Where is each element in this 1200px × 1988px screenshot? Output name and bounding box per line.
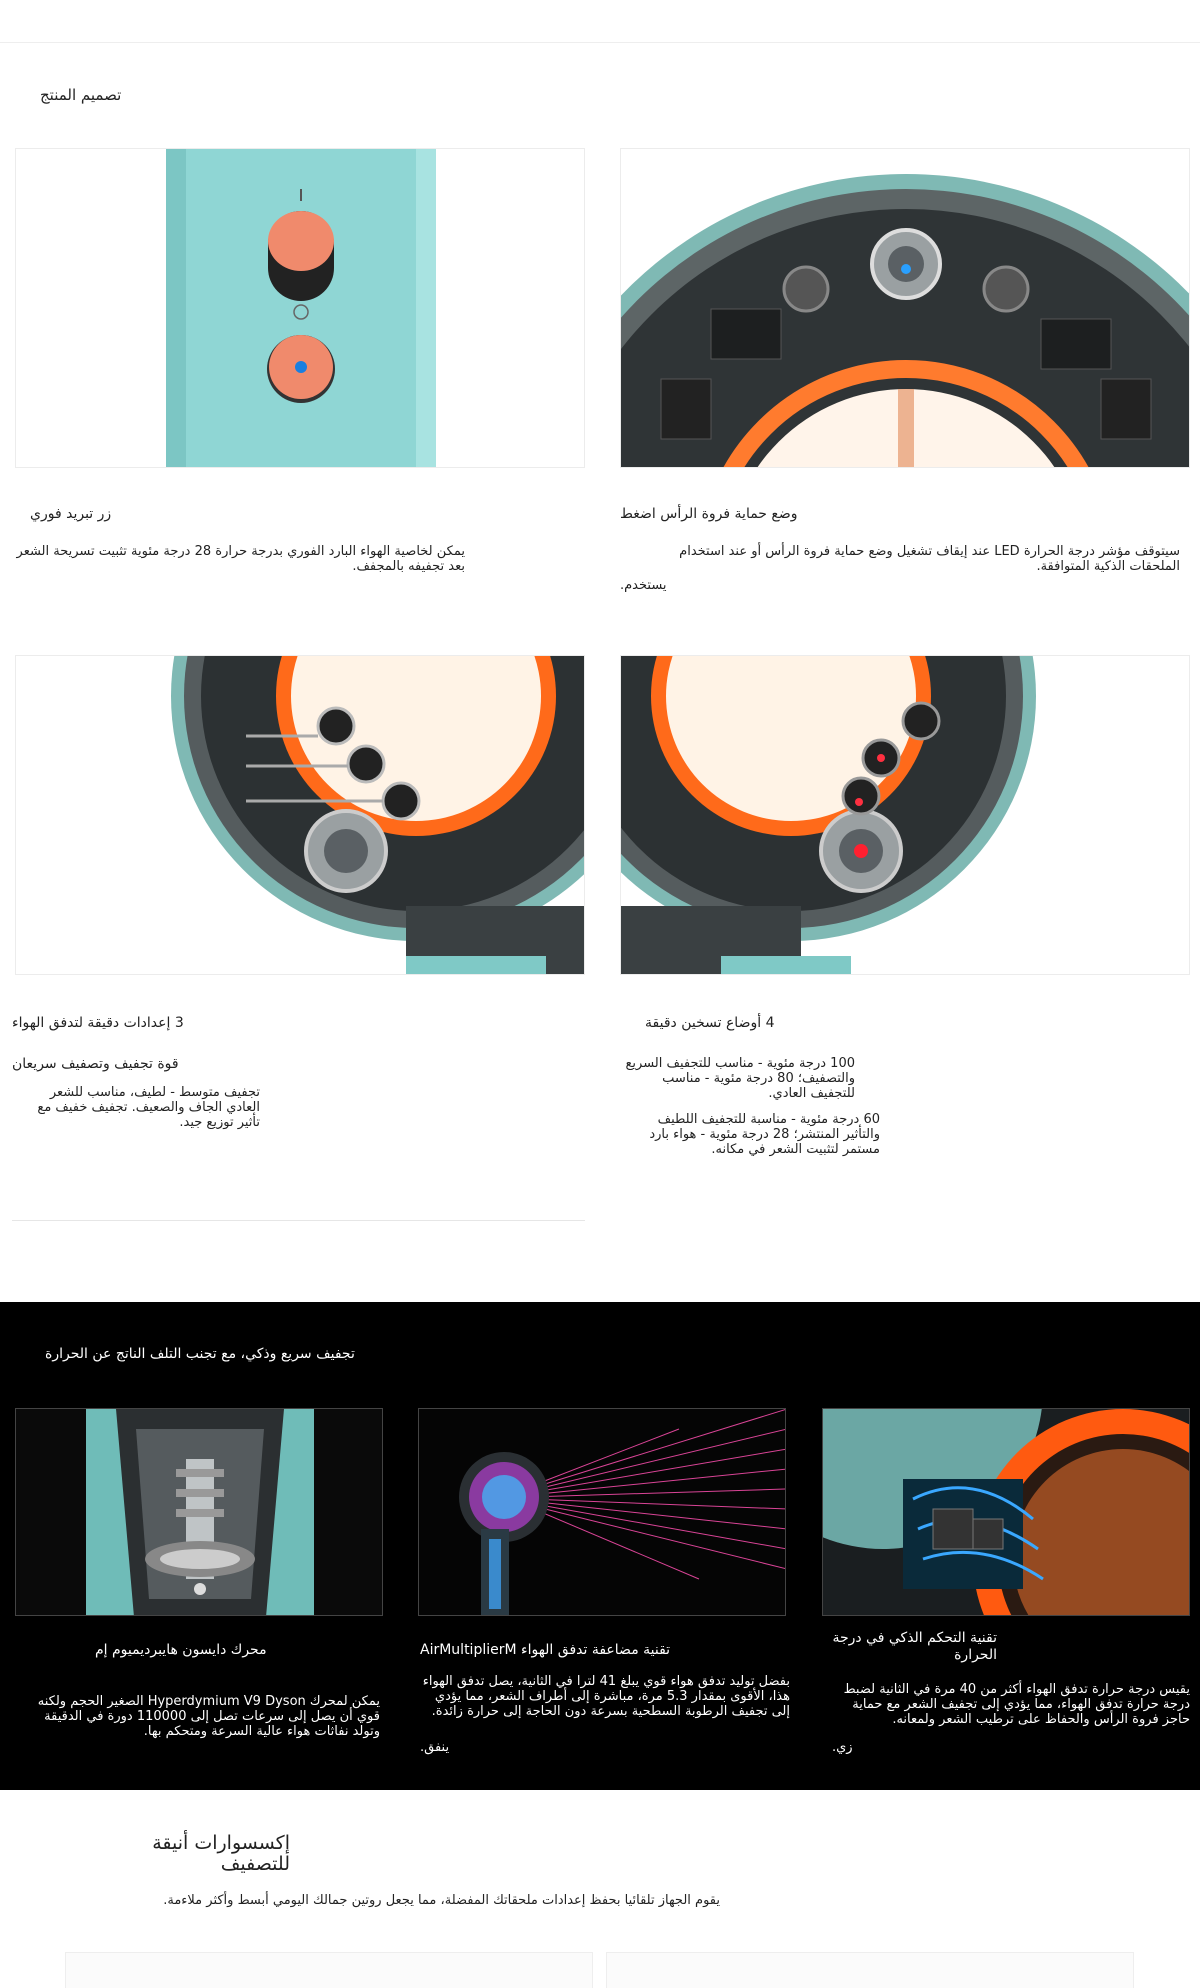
cold-shot-desc: يمكن لخاصية الهواء البارد الفوري بدرجة حرارة 28 درجة مئوية تثبيت تسريحة الشعر بعد تجفيفه بالمجفف. (16, 544, 465, 574)
smart-heat-image (822, 1408, 1190, 1616)
smart-heat-extra: زي. (832, 1740, 853, 1755)
accessories-title-line1: إكسسوارات أنيقة (152, 1832, 290, 1854)
motor-image (15, 1408, 383, 1616)
airflow-settings-image (15, 655, 585, 975)
cold-shot-image (15, 148, 585, 468)
airmultiplier-extra: ينفق. (420, 1740, 450, 1755)
top-divider (0, 42, 1200, 43)
airmultiplier-desc: بفضل توليد تدفق هواء قوي يبلغ 41 لترا في الثانية، يصل تدفق الهواء هذا، الأقوى بمقدار 5.3 مرة، مباشرة إلى أطراف الشعر، مما يؤدي إلى تجفيف الرطوبة السطحية بسرعة دون الحاجة إلى حرارة زائدة. (422, 1674, 790, 1719)
motor-desc: يمكن لمحرك Hyperdymium V9 Dyson الصغير الحجم ولكنه قوي أن يصل إلى سرعات تصل إلى 110000 دورة في الدقيقة وتولد نفاثات هواء عالية السرعة ومتحكم بها. (37, 1694, 380, 1739)
accessory-card-left[interactable] (65, 1952, 593, 1988)
design-section-title: تصميم المنتج (40, 86, 122, 104)
smart-heat-title: تقنية التحكم الذكي في درجة الحرارة (832, 1630, 997, 1663)
airflow-settings-subtitle: قوة تجفيف وتصفيف سريعان (12, 1056, 179, 1072)
scalp-mode-extra: يستخدم. (620, 578, 667, 593)
smart-heat-desc: يقيس درجة حرارة تدفق الهواء أكثر من 40 مرة في الثانية لضبط درجة حرارة تدفق الهواء، مما يؤدي إلى تجفيف الشعر مع حماية حاجز فروة الرأس والحفاظ على ترطيب الشعر ولمعانه. (843, 1682, 1190, 1727)
motor-title: محرك دايسون هايبرديميوم إم (95, 1642, 267, 1658)
heat-modes-desc2: 60 درجة مئوية - مناسبة للتجفيف اللطيف والتأثير المنتشر؛ 28 درجة مئوية - هواء بارد مستمر لتثبيت الشعر في مكانه. (649, 1112, 880, 1157)
accessory-card-right[interactable] (606, 1952, 1134, 1988)
accessories-desc: يقوم الجهاز تلقائيا بحفظ إعدادات ملحقاتك المفضلة، مما يجعل روتين جمالك اليومي أبسط وأكثر ملاءمة. (163, 1893, 720, 1908)
heat-modes-title: 4 أوضاع تسخين دقيقة (645, 1015, 775, 1031)
accessories-title-line2: للتصفيف (220, 1853, 290, 1875)
section-divider (12, 1220, 585, 1221)
scalp-mode-title: وضع حماية فروة الرأس اضغط (620, 506, 798, 522)
scalp-mode-image (620, 148, 1190, 468)
airmultiplier-title: تقنية مضاعفة تدفق الهواء AirMultiplierM (420, 1642, 671, 1658)
airflow-settings-desc: تجفيف متوسط - لطيف، مناسب للشعر العادي الجاف والصعيف. تجفيف خفيف مع تأثير توزيع جيد. (37, 1085, 260, 1130)
accessories-title (140, 1833, 290, 1875)
cold-shot-title: زر تبريد فوري (30, 506, 112, 522)
tech-section (0, 1302, 1200, 1790)
heat-modes-desc1: 100 درجة مئوية - مناسب للتجفيف السريع والتصفيف؛ 80 درجة مئوية - مناسب للتجفيف العادي. (625, 1056, 855, 1101)
airmultiplier-image (418, 1408, 786, 1616)
heat-modes-image (620, 655, 1190, 975)
airflow-settings-title: 3 إعدادات دقيقة لتدفق الهواء (12, 1015, 184, 1031)
tech-section-title: تجفيف سريع وذكي، مع تجنب التلف الناتج عن الحرارة (45, 1346, 355, 1362)
scalp-mode-desc: سيتوقف مؤشر درجة الحرارة LED عند إيقاف تشغيل وضع حماية فروة الرأس أو عند استخدام الملحقات الذكية المتوافقة. (679, 544, 1180, 574)
